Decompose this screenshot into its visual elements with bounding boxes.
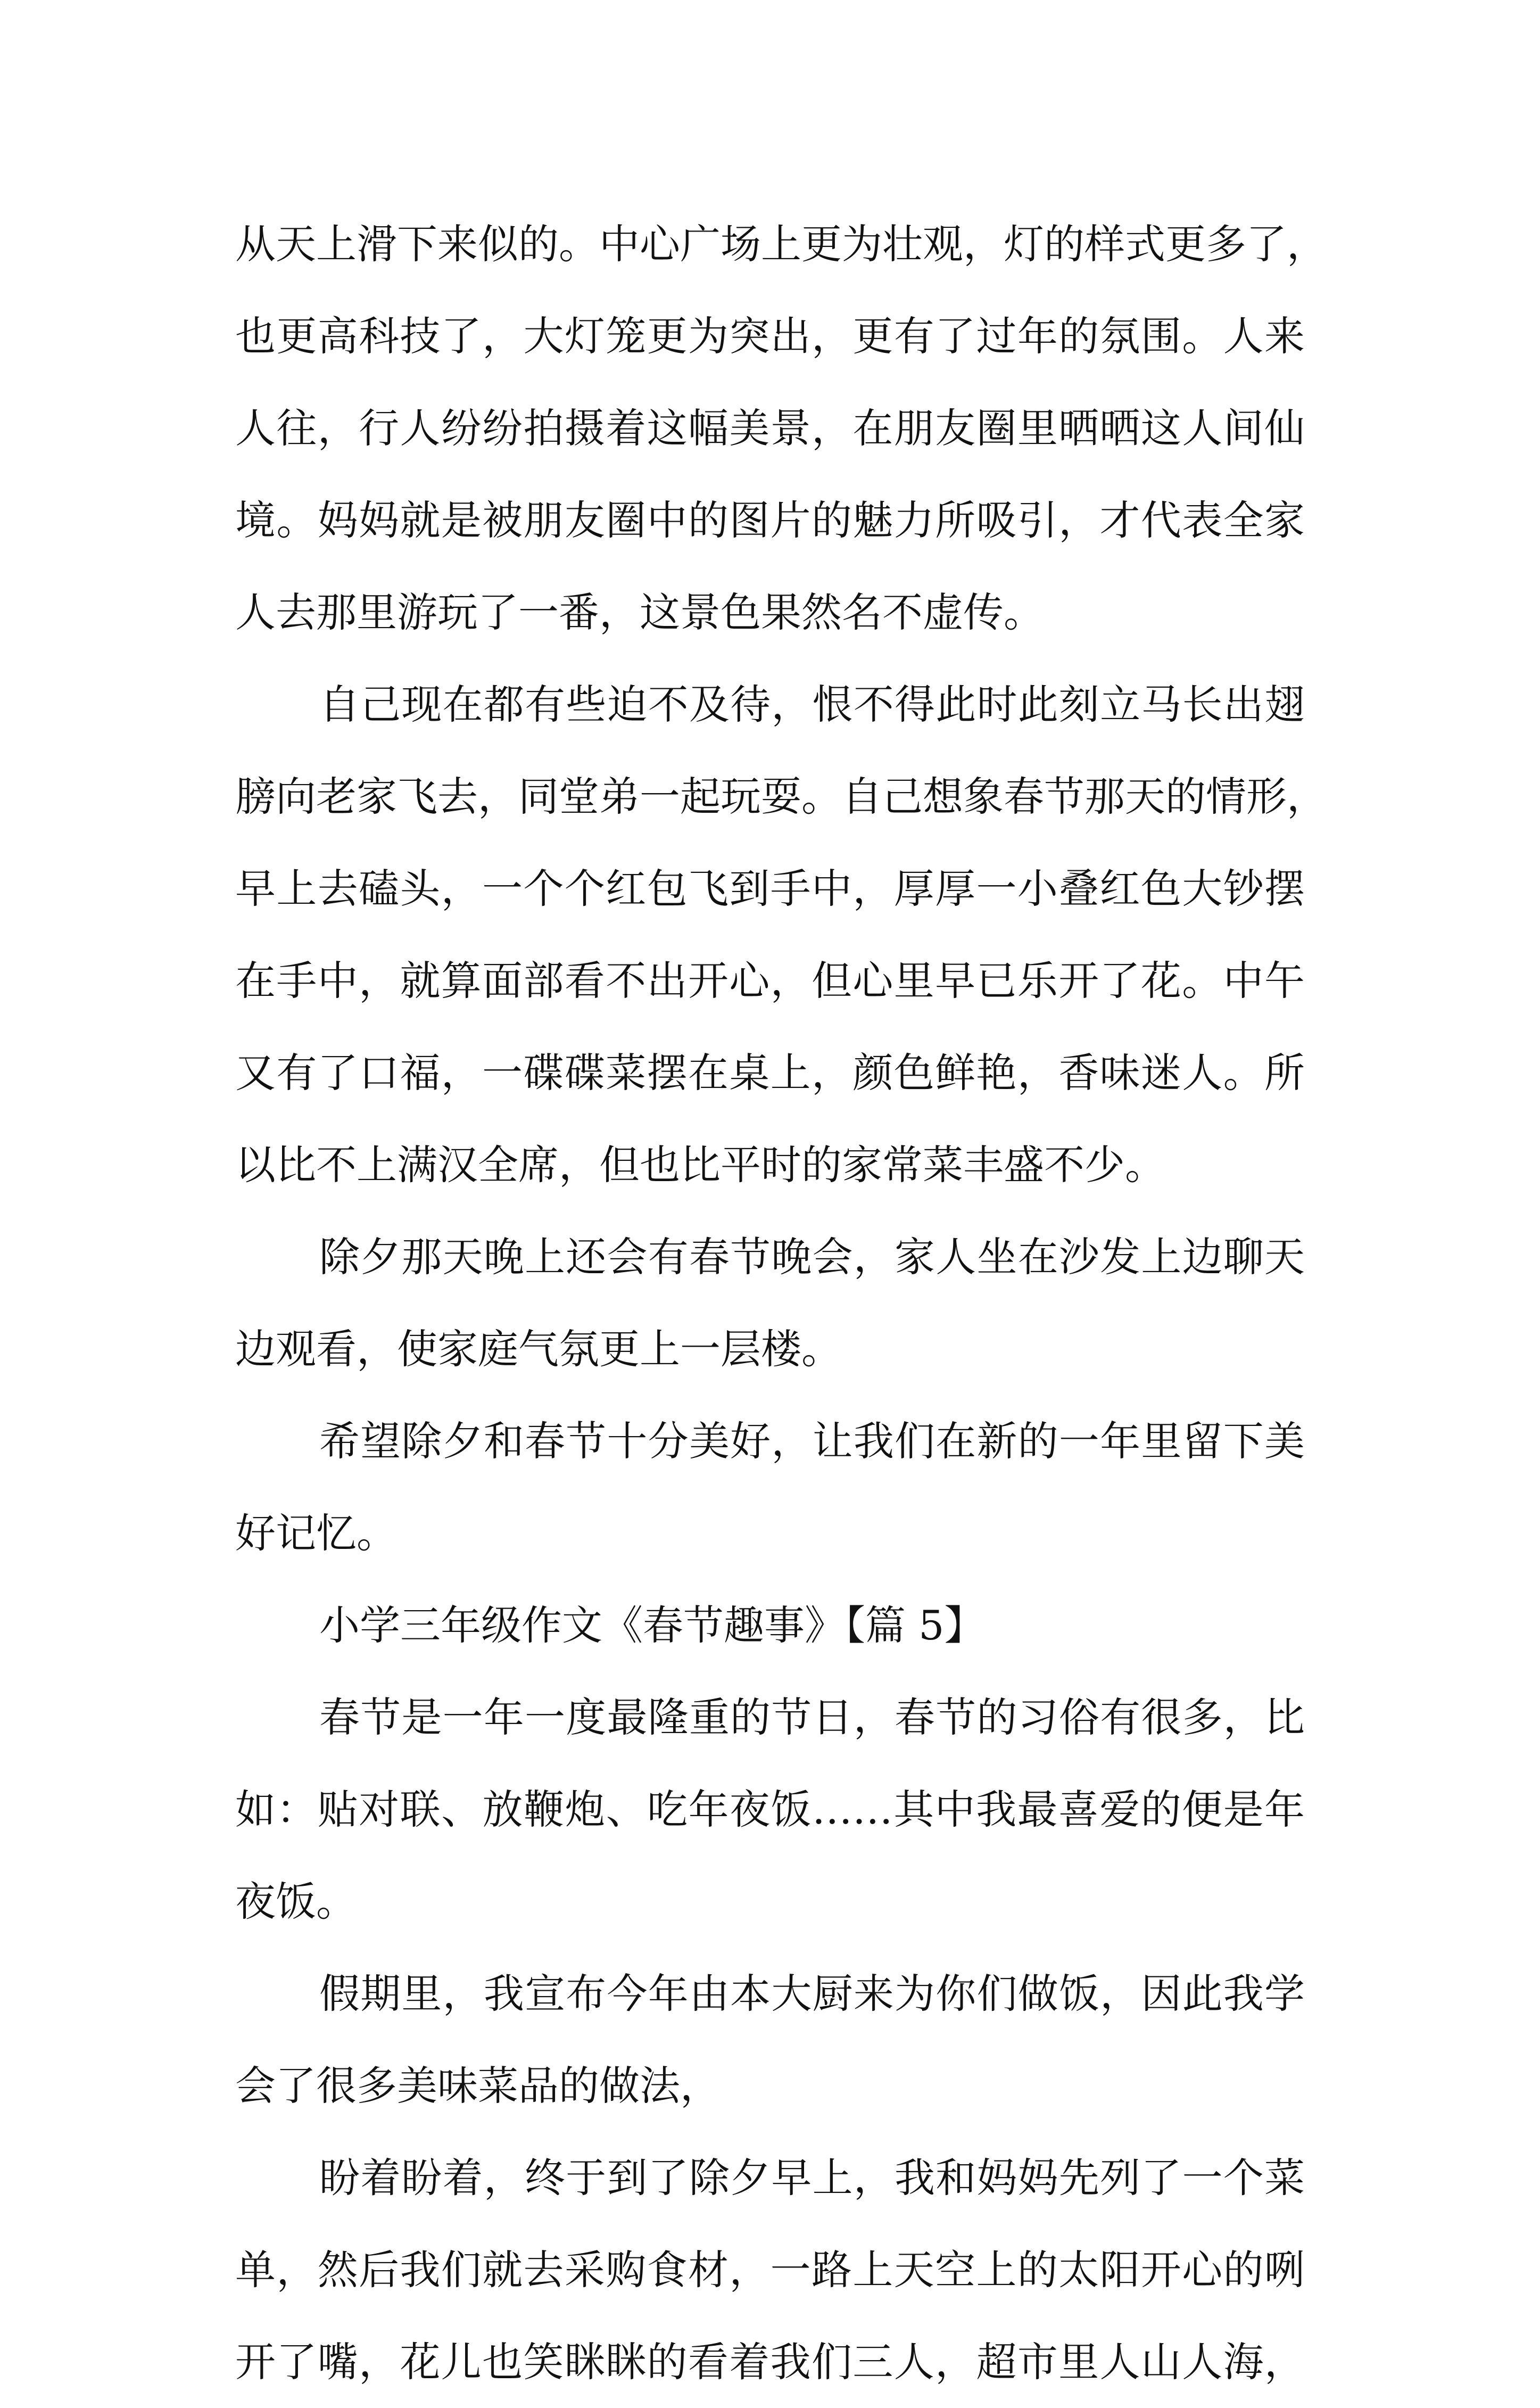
text-line: 人往，行人纷纷拍摄着这幅美景，在朋友圈里晒晒这人间仙 [235,405,1305,452]
text-line: 在手中，就算面部看不出开心，但心里早已乐开了花。中午 [235,957,1305,1004]
text-line: 从天上滑下来似的。中心广场上更为壮观，灯的样式更多了， [235,220,1327,268]
text-line: 膀向老家飞去，同堂弟一起玩耍。自己想象春节那天的情形， [235,773,1327,820]
text-line: 边观看，使家庭气氛更上一层楼。 [235,1325,842,1373]
paragraph-first-line: 假期里，我宣布今年由本大厨来为你们做饭，因此我学 [319,1970,1305,2017]
text-line: 以比不上满汉全席，但也比平时的家常菜丰盛不少。 [235,1141,1165,1189]
text-line: 也更高科技了，大灯笼更为突出，更有了过年的氛围。人来 [235,312,1305,360]
text-line: 夜饭。 [235,1878,357,1925]
text-line: 早上去磕头，一个个红包飞到手中，厚厚一小叠红色大钞摆 [235,865,1305,912]
section-heading: 小学三年级作文《春节趣事》【篇 5】 [319,1602,985,1649]
document-body [235,198,1327,2408]
text-line: 好记忆。 [235,1510,397,1557]
text-line: 如：贴对联、放鞭炮、吃年夜饭……其中我最喜爱的便是年 [235,1786,1305,1833]
text-line: 单，然后我们就去采购食材，一路上天空上的太阳开心的咧 [235,2246,1305,2294]
paragraph-first-line: 除夕那天晚上还会有春节晚会，家人坐在沙发上边聊天 [319,1233,1305,1281]
paragraph-first-line: 自己现在都有些迫不及待，恨不得此时此刻立马长出翅 [319,681,1305,728]
paragraph-first-line: 希望除夕和春节十分美好，让我们在新的一年里留下美 [319,1417,1305,1465]
paragraph-first-line: 春节是一年一度最隆重的节日，春节的习俗有很多，比 [319,1694,1305,1741]
text-line: 人去那里游玩了一番，这景色果然名不虚传。 [235,589,1044,636]
text-line: 开了嘴，花儿也笑眯眯的看着我们三人，超市里人山人海， [235,2338,1305,2386]
paragraph-first-line: 盼着盼着，终于到了除夕早上，我和妈妈先列了一个菜 [319,2154,1305,2201]
text-line: 境。妈妈就是被朋友圈中的图片的魅力所吸引，才代表全家 [235,497,1305,544]
text-line: 又有了口福，一碟碟菜摆在桌上，颜色鲜艳，香味迷人。所 [235,1049,1305,1096]
text-line: 会了很多美味菜品的做法， [235,2062,721,2109]
